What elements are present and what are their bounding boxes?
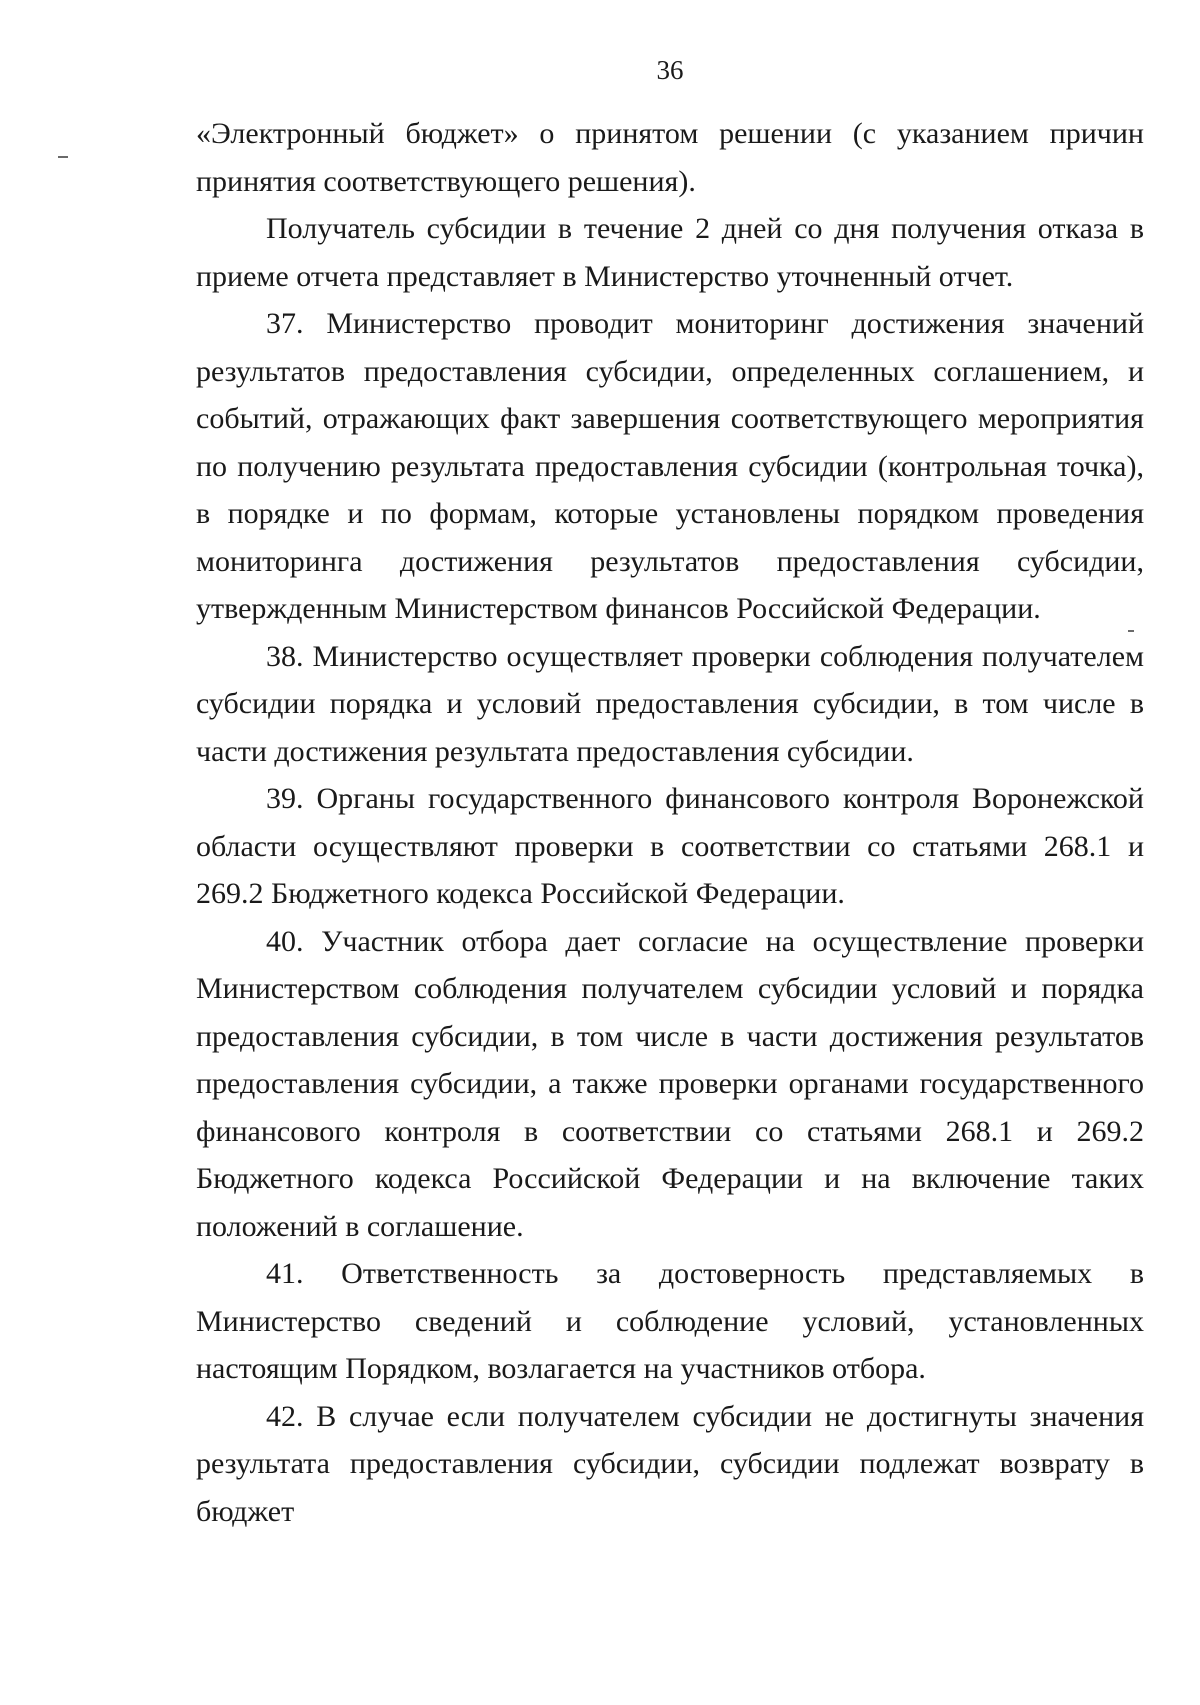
- page-number: 36: [656, 55, 684, 85]
- paragraph-41: 41. Ответственность за достоверность представляемых в Министерство сведений и соблюдение условий, установленных настоящим Порядком, возлагается на участников отбора.: [196, 1257, 1144, 1385]
- paragraph-39: 39. Органы государственного финансового контроля Воронежской области осуществляют проверки в соответствии со статьями 268.1 и 269.2 Бюджетного кодекса Российской Федерации.: [196, 782, 1144, 910]
- document-body: [196, 110, 1144, 1535]
- paragraph-report-refusal: Получатель субсидии в течение 2 дней со дня получения отказа в приеме отчета представляет в Министерство уточненный отчет.: [196, 212, 1144, 293]
- paragraph-37: 37. Министерство проводит мониторинг достижения значений результатов предоставления субсидии, определенных соглашением, и событий, отражающих факт завершения соответствующего мероприятия по получению результата предоставления субсидии (контрольная точка), в порядке и по формам, которые установлены порядком проведения мониторинга достижения результатов предоставления субсидии, утвержденным Министерством финансов Российской Федерации.: [196, 307, 1144, 625]
- paragraph-40: 40. Участник отбора дает согласие на осуществление проверки Министерством соблюдения получателем субсидии условий и порядка предоставления субсидии, в том числе в части достижения результатов предоставления субсидии, а также проверки органами государственного финансового контроля в соответствии со статьями 268.1 и 269.2 Бюджетного кодекса Российской Федерации и на включение таких положений в соглашение.: [196, 924, 1144, 1243]
- paragraph-continuation: «Электронный бюджет» о принятом решении (с указанием причин принятия соответствующего решения).: [196, 117, 1144, 198]
- scan-artifact-left: [58, 156, 68, 158]
- paragraph-38: 38. Министерство осуществляет проверки соблюдения получателем субсидии порядка и условий предоставления субсидии, в том числе в части достижения результата предоставления субсидии.: [196, 639, 1144, 768]
- paragraph-42: 42. В случае если получателем субсидии не достигнуты значения результата предоставления субсидии, субсидии подлежат возврату в бюджет: [196, 1399, 1144, 1528]
